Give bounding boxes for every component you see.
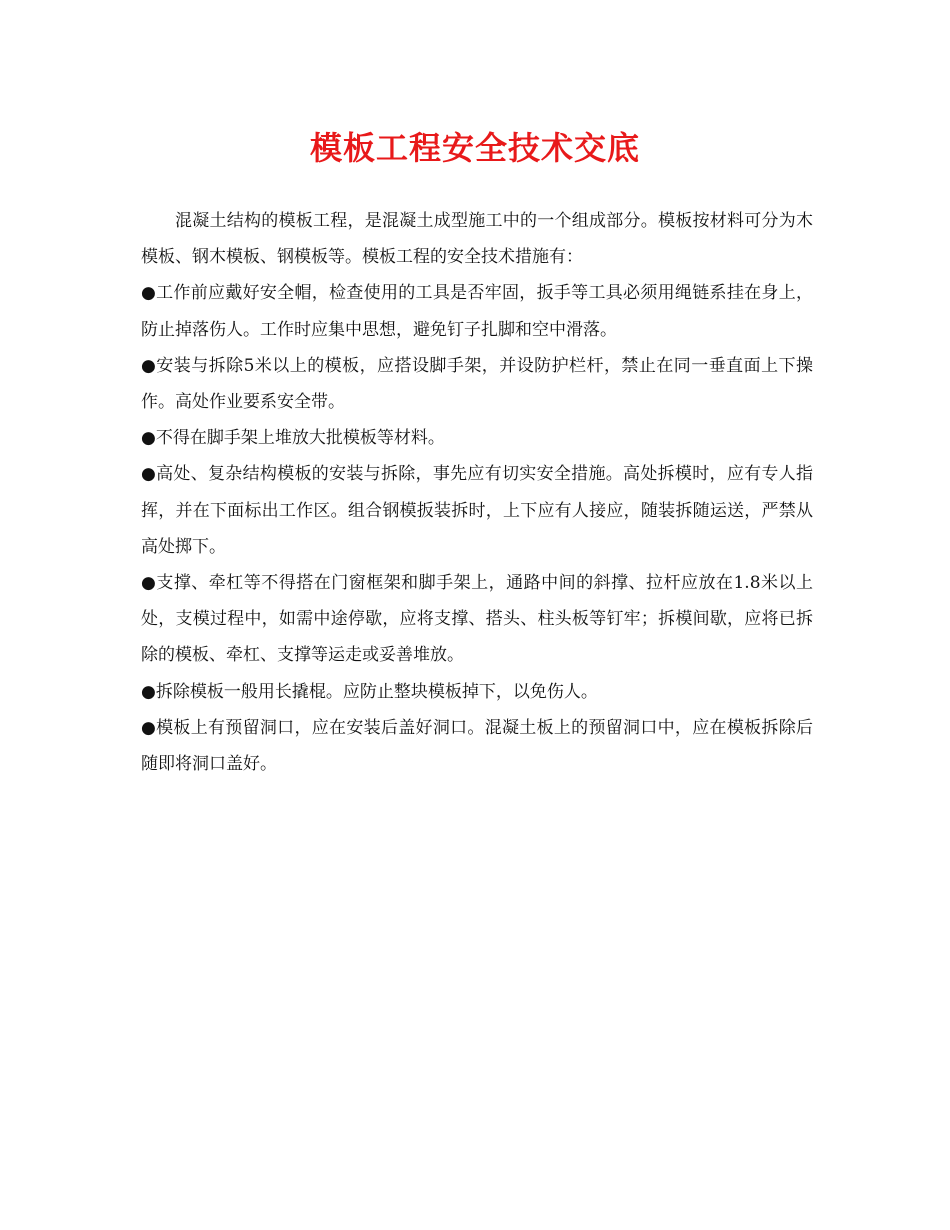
bullet-item-4: ●高处、复杂结构模板的安装与拆除，事先应有切实安全措施。高处拆模时，应有专人指挥，并在下面标出工作区。组合钢模扳装拆时，上下应有人接应，随装拆随运送，严禁从高处掷下。 <box>141 464 813 557</box>
bullet-item-5: ●支撑、牵杠等不得搭在门窗框架和脚手架上，通路中间的斜撑、拉杆应放在1.8米以上处，支模过程中，如需中途停歇，应将支撑、搭头、柱头板等钉牢；拆模间歇，应将已拆除的模板、牵杠、支撑等运走或妥善堆放。 <box>141 573 813 666</box>
intro-paragraph: 混凝土结构的模板工程，是混凝土成型施工中的一个组成部分。模板按材料可分为木模板、钢木模板、钢模板等。模板工程的安全技术措施有： <box>141 211 813 268</box>
bullet-item-2: ●安装与拆除5米以上的模板，应搭设脚手架，并设防护栏杆，禁止在同一垂直面上下操作。高处作业要系安全带。 <box>141 355 813 413</box>
document-body <box>141 203 813 782</box>
bullet-item-6: ●拆除模板一般用长撬棍。应防止整块模板掉下，以免伤人。 <box>141 681 598 702</box>
bullet-item-1: ●工作前应戴好安全帽，检查使用的工具是否牢固，扳手等工具必须用绳链系挂在身上，防止掉落伤人。工作时应集中思想，避免钉子扎脚和空中滑落。 <box>141 283 813 340</box>
bullet-item-3: ●不得在脚手架上堆放大批模板等材料。 <box>141 428 445 449</box>
page-title: 模板工程安全技术交底 <box>309 129 640 167</box>
bullet-item-7: ●模板上有预留洞口，应在安装后盖好洞口。混凝土板上的预留洞口中，应在模板拆除后随即将洞口盖好。 <box>141 717 813 775</box>
